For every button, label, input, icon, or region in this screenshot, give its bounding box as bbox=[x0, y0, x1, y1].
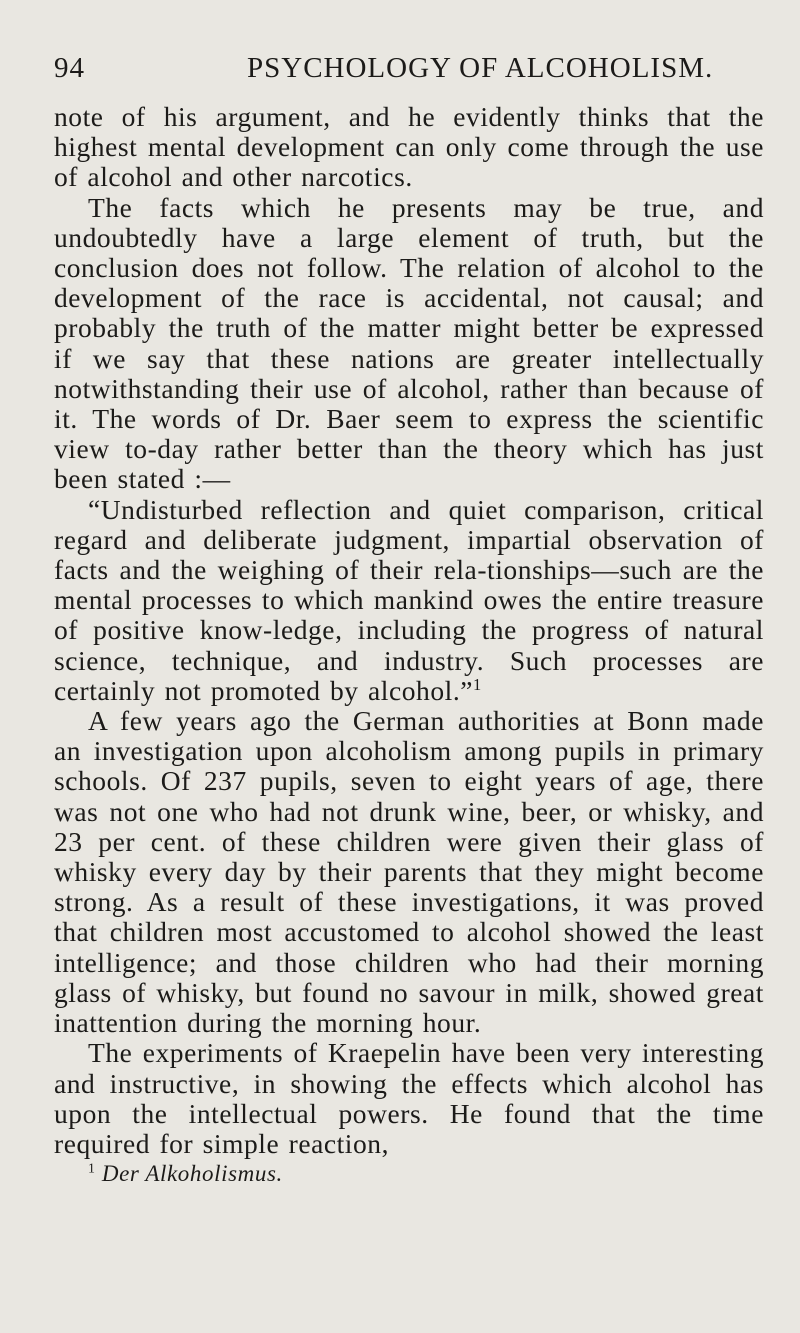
quotation-text: “Undisturbed reflection and quiet comparison, critical regard and deliberate judgment, impartial observation of facts and the weighing of their rela-tionships—such are the mental processes to which mankind owes the entire treasure of positive know-ledge, including the progress of natural science, technique, and industry. Such processes are certainly not promoted by alcohol.” bbox=[54, 493, 764, 706]
footnote-marker: 1 bbox=[88, 1160, 96, 1176]
quotation-paragraph bbox=[54, 495, 764, 706]
page-number: 94 bbox=[54, 52, 85, 84]
paragraph-continuation: note of his argument, and he evidently thinks that the highest mental development can only come through the use of alcohol and other narcotics. bbox=[54, 101, 764, 193]
paragraph: A few years ago the German authorities at Bonn made an investigation upon alcoholism among pupils in primary schools. Of 237 pupils, seven to eight years of age, there was not one who had not drunk wine, beer, or whisky, and 23 per cent. of these children were given their glass of whisky every day by their parents that they might become strong. As a result of these investigations, it was proved that children most accustomed to alcohol showed the least intelligence; and those children who had their morning glass of whisky, but found no savour in milk, showed great inattention during the morning hour. bbox=[54, 705, 764, 1039]
running-head bbox=[54, 52, 764, 102]
footnote-text: Der Alkoholismus. bbox=[101, 1161, 283, 1187]
footnote-reference: 1 bbox=[473, 674, 482, 694]
footnote bbox=[54, 1159, 764, 1189]
paragraph: The facts which he presents may be true, and undoubtedly have a large element of truth, but the conclusion does not follow. The relation of alcohol to the development of the race is accidental, not causal; and probably the truth of the matter might better be expressed if we say that these nations are greater intellectually notwithstanding their use of alcohol, rather than because of it. The words of Dr. Baer seem to express the scientific view to-day rather better than the theory which has just been stated :— bbox=[54, 191, 764, 495]
running-title: PSYCHOLOGY OF ALCOHOLISM. bbox=[247, 52, 714, 84]
paragraph: The experiments of Kraepelin have been very interesting and instructive, in showing the effects which alcohol has upon the intellectual powers. He found that the time required for simple reaction, bbox=[54, 1037, 764, 1159]
body-text bbox=[54, 102, 764, 1159]
